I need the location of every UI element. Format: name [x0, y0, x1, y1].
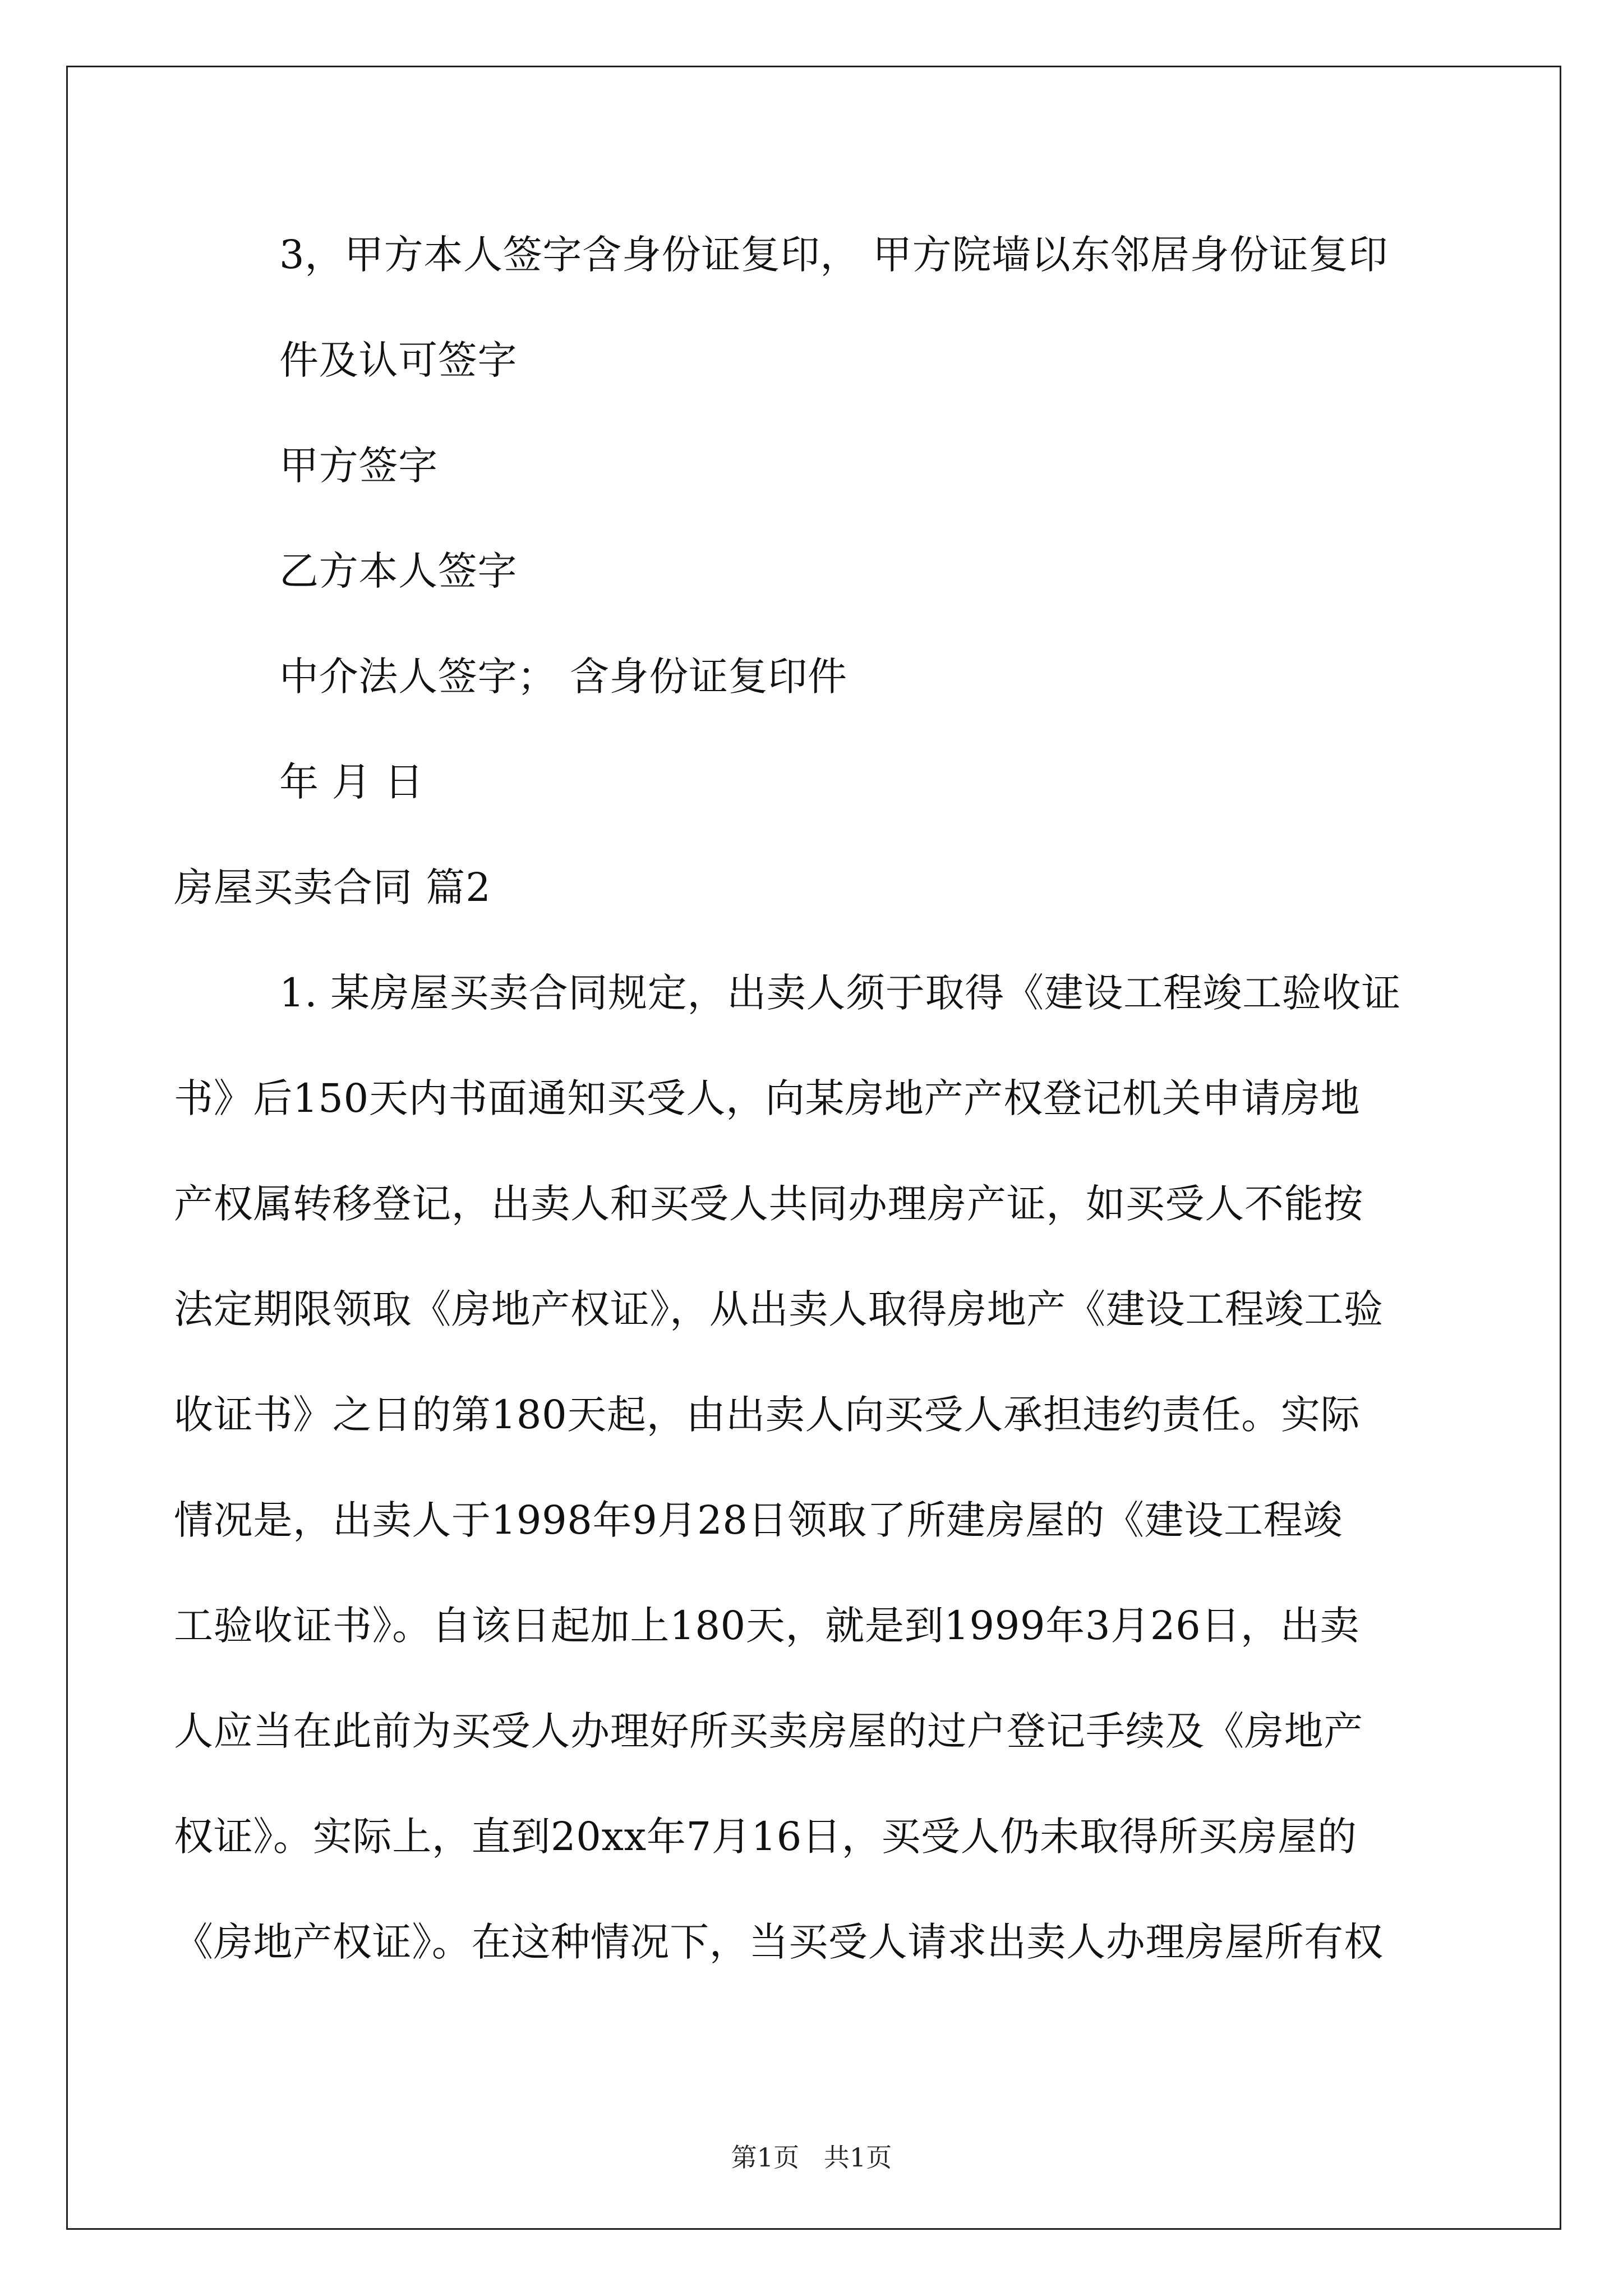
paragraph-line: 书》后150天内书面通知买受人，向某房地产产权登记机关申请房地: [174, 1075, 1361, 1121]
paragraph-line: 法定期限领取《房地产权证》，从出卖人取得房地产《建设工程竣工验: [174, 1286, 1384, 1332]
paragraph-line: 情况是，出卖人于1998年9月28日领取了所建房屋的《建设工程竣: [174, 1497, 1343, 1543]
date-line: 年 月 日: [279, 759, 425, 805]
paragraph-line: 收证书》之日的第180天起，由出卖人向买受人承担违约责任。实际: [174, 1392, 1361, 1438]
paragraph-line: 人应当在此前为买受人办理好所买卖房屋的过户登记手续及《房地产: [174, 1708, 1363, 1754]
paragraph-line: 工验收证书》。自该日起加上180天，就是到1999年3月26日，出卖: [174, 1603, 1360, 1649]
party-a-signature-label: 甲方签字: [279, 443, 438, 489]
text-line: 件及认可签字: [279, 337, 518, 383]
paragraph-line: 《房地产权证》。在这种情况下，当买受人请求出卖人办理房屋所有权: [174, 1919, 1384, 1965]
paragraph-line: 1. 某房屋买卖合同规定，出卖人须于取得《建设工程竣工验收证: [279, 970, 1401, 1016]
paragraph-line: 权证》。实际上，直到20xx年7月16日，买受人仍未取得所买房屋的: [174, 1814, 1357, 1860]
document-body: [174, 202, 1440, 1995]
text-line: 3，甲方本人签字含身份证复印， 甲方院墙以东邻居身份证复印: [279, 232, 1389, 278]
agent-signature-label: 中介法人签字； 含身份证复印件: [279, 654, 847, 700]
section-title: 房屋买卖合同 篇2: [174, 864, 491, 910]
party-b-signature-label: 乙方本人签字: [279, 548, 518, 594]
page-footer: 第1页 共1页: [731, 2142, 892, 2173]
paragraph-line: 产权属转移登记，出卖人和买受人共同办理房产证，如买受人不能按: [174, 1181, 1363, 1227]
